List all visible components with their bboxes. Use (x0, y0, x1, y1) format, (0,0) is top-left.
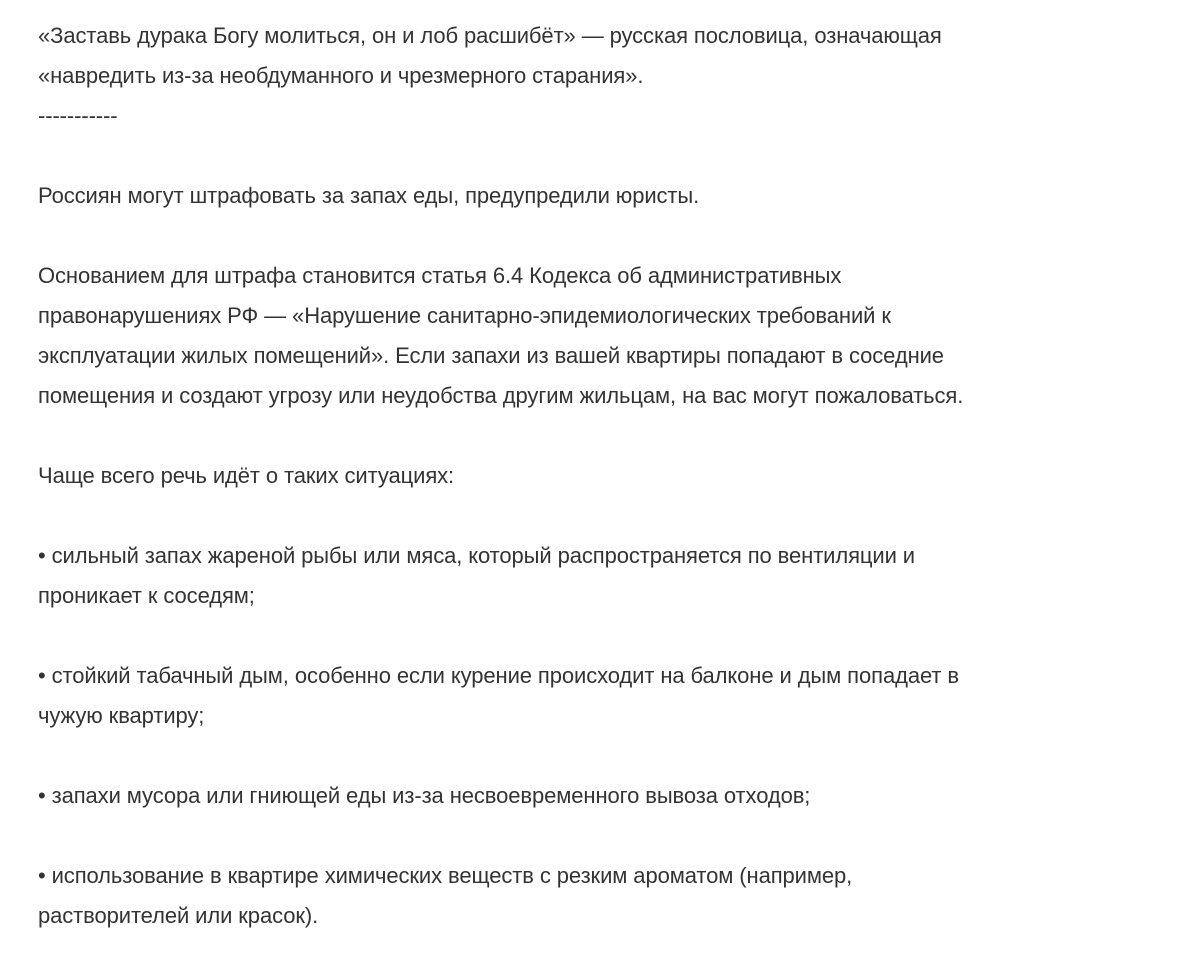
text-line: Основанием для штрафа становится статья 6.4 Кодекса об административных (38, 263, 842, 288)
text-line: «навредить из-за необдуманного и чрезмерного старания». (38, 63, 644, 88)
text-line: • запахи мусора или гниющей еды из-за несвоевременного вывоза отходов; (38, 783, 811, 808)
paragraph-bullet-garbage-smell (38, 776, 1172, 816)
paragraph-bullet-tobacco-smoke (38, 656, 1172, 736)
paragraph-proverb (38, 16, 1172, 96)
text-line: Россиян могут штрафовать за запах еды, предупредили юристы. (38, 183, 700, 208)
text-line: эксплуатации жилых помещений». Если запахи из вашей квартиры попадают в соседние (38, 343, 944, 368)
paragraph-bullet-fried-fish-smell (38, 536, 1172, 616)
text-line: растворителей или красок). (38, 903, 319, 928)
text-line: правонарушениях РФ — «Нарушение санитарно-эпидемиологических требований к (38, 303, 891, 328)
text-line: • сильный запах жареной рыбы или мяса, который распространяется по вентиляции и (38, 543, 915, 568)
paragraph-lead (38, 176, 1172, 216)
text-line: • стойкий табачный дым, особенно если курение происходит на балконе и дым попадает в (38, 663, 959, 688)
text-line: ----------- (38, 103, 118, 128)
text-line: помещения и создают угрозу или неудобства другим жильцам, на вас могут пожаловаться. (38, 383, 964, 408)
text-line: проникает к соседям; (38, 583, 255, 608)
text-line: Чаще всего речь идёт о таких ситуациях: (38, 463, 455, 488)
paragraph-legal-basis (38, 256, 1172, 416)
paragraph-separator (38, 96, 1172, 136)
paragraph-bullet-chemicals (38, 856, 1172, 936)
paragraph-situations-intro (38, 456, 1172, 496)
text-line: • использование в квартире химических веществ с резким ароматом (например, (38, 863, 853, 888)
text-line: «Заставь дурака Богу молиться, он и лоб расшибёт» — русская пословица, означающая (38, 23, 942, 48)
text-line: чужую квартиру; (38, 703, 205, 728)
